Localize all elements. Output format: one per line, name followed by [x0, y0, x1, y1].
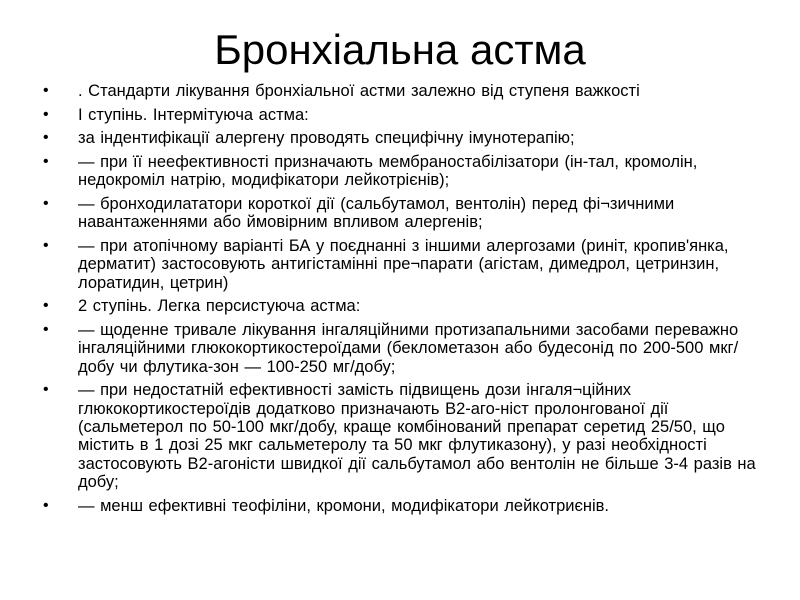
slide-title: Бронхіальна астма — [214, 26, 586, 73]
bullet-text: . Стандарти лікування бронхіальної астми залежно від ступеня важкості — [78, 82, 640, 100]
bullet-item — [0, 297, 800, 315]
bullet-dot-icon: • — [43, 105, 49, 123]
bullet-item — [0, 129, 800, 147]
bullet-item — [0, 237, 800, 292]
bullet-dot-icon: • — [43, 381, 49, 399]
bullet-text: — менш ефективні теофіліни, кромони, модифікатори лейкотриєнів. — [78, 496, 610, 515]
bullet-item — [0, 381, 800, 491]
bullet-dot-icon: • — [43, 194, 49, 212]
bullet-dot-icon: • — [43, 82, 49, 99]
bullet-dot-icon: • — [43, 496, 49, 514]
bullet-text: 2 ступінь. Легка персистуюча астма: — [78, 297, 361, 316]
bullet-text: — при її неефективності призначають мембраностабілізатори (ін-тал, кромолін, недокроміл натрію, модифікатори лейкотрієнів); — [78, 152, 698, 190]
bullet-item — [0, 82, 800, 100]
bullet-dot-icon: • — [43, 297, 49, 315]
bullet-text: за індентифікації алергену проводять специфічну імунотерапію; — [78, 129, 575, 148]
bullet-dot-icon: • — [43, 320, 49, 338]
bullet-dot-icon: • — [43, 152, 49, 170]
bullet-text: І ступінь. Інтермітуюча астма: — [78, 105, 309, 124]
bullet-item — [0, 195, 800, 232]
bullet-item — [0, 106, 800, 124]
bullet-dot-icon: • — [43, 236, 49, 254]
bullet-text: — щоденне тривале лікування інгаляційними протизапальними засобами переважно інгаляційними глюкокортикостероїдами (беклометазон або будесонід по 200-500 мкг/добу чи флутика-зон — 100-250 мг/добу; — [78, 320, 739, 376]
bullet-text: — при недостатній ефективності замість підвищень дози інгаля¬ційних глюкокортикостероїдів додатково призначають В2-аго-ніст пролонгованої дії (сальметерол по 50-100 мкг/добу, краще комбінований препарат серетид 25/50, що містить в 1 дозі 25 мкг сальметеролу та 50 мкг флутиказону), у разі необхідності застосовують В2-агоністи швидкої дії сальбутамол або вентолін не більше 3-4 разів на добу; — [78, 381, 756, 492]
bullet-dot-icon: • — [43, 129, 49, 147]
bullet-text: — бронходилататори короткої дії (сальбутамол, вентолін) перед фі¬зичними навантаженнями або ймовірним впливом алергенів; — [78, 194, 675, 232]
bullet-item — [0, 497, 800, 515]
bullet-item — [0, 153, 800, 190]
bullet-item — [0, 321, 800, 376]
bullet-text: — при атопічному варіанті БА у поєднанні з іншими алергозами (риніт, кропив'янка, дерматит) застосовують антигістамінні пре¬парати (агістам, димедрол, цетринзин, лоратидин, цетрин) — [78, 236, 729, 292]
bullet-list — [0, 82, 800, 520]
